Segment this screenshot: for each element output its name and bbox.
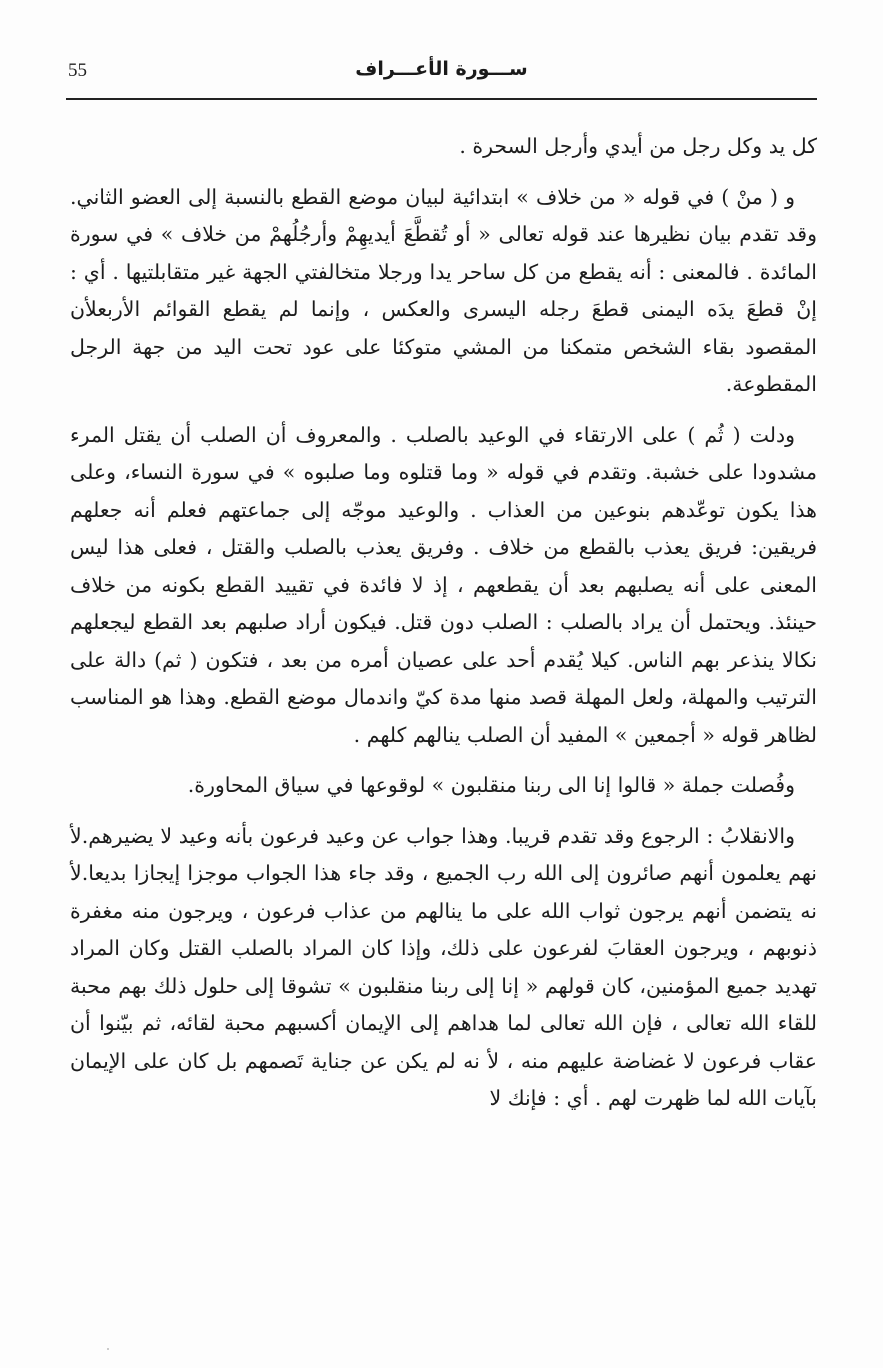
- paragraph-1: كل يد وكل رجل من أيدي وأرجل السحرة .: [459, 134, 817, 158]
- scan-speck: [107, 1348, 109, 1350]
- paragraph-3: ودلت ( ثُم ) على الارتقاء في الوعيد بالصلب . والمعروف أن الصلب أن يقتل المرء مشدودا على خشبة. وتقدم في قوله « وما قتلوه وما صلبوه » في سورة النساء، وعلى هذا يكون توعّدهم بنوعين من العذاب . والوعيد موجّه إلى جماعتهم فعلم أنه جعلهم فريقين: فريق يعذب بالقطع من خلاف . وفريق يعذب بالصلب والقتل ، فعلى هذا ليس المعنى على أنه يصلبهم بعد أن يقطعهم ، إذ لا فائدة في تقييد القطع بكونه من خلاف حينئذ. ويحتمل أن يراد بالصلب : الصلب دون قتل. فيكون أراد صلبهم بعد القطع ليجعلهم نكالا ينذعر بهم الناس. كيلا يُقدم أحد على عصيان أمره من بعد ، فتكون ( ثم) دالة على الترتيب والمهلة، ولعل المهلة قصد منها مدة كيّ واندمال موضع القطع. وهذا هو المناسب لظاهر قوله « أجمعين » المفيد أن الصلب ينالهم كلهم .: [70, 422, 817, 747]
- page-number: 55: [68, 60, 87, 81]
- paragraph-5: والانقلابُ : الرجوع وقد تقدم قريبا. وهذا جواب عن وعيد فرعون بأنه وعيد لا يضيرهم.لأ نهم يعلمون أنهم صائرون إلى الله رب الجميع ، وقد جاء هذا الجواب موجزا إيجازا بديعا.لأ نه يتضمن أنهم يرجون ثواب الله على ما ينالهم من عذاب فرعون ، ويرجون منه مغفرة ذنوبهم ، ويرجون العقابَ لفرعون على ذلك، وإذا كان المراد بالصلب القتل وكان المراد تهديد جميع المؤمنين، كان قولهم « إنا إلى ربنا منقلبون » تشوقا إلى حلول ذلك بهم محبة للقاء الله تعالى ، فإن الله تعالى لما هداهم إلى الإيمان أكسبهم محبة لقائه، ثم بيّنوا أن عقاب فرعون لا غضاضة عليهم منه ، لأ نه لم يكن عن جناية تَصمهم بل كان على الإيمان بآيات الله لما ظهرت لهم . أي : فإنك لا: [70, 823, 817, 1110]
- running-title: ســـورة الأعـــراف: [355, 58, 528, 80]
- page-header: [68, 58, 815, 94]
- paragraph-4: وفُصلت جملة « قالوا إنا الى ربنا منقلبون » لوقوعها في سياق المحاورة.: [187, 773, 795, 797]
- header-divider: [66, 98, 817, 100]
- paragraph-2: و ( منْ ) في قوله « من خلاف » ابتدائية لبيان موضع القطع بالنسبة إلى العضو الثاني. وقد تقدم بيان نظيرها عند قوله تعالى « أو تُقطَّعَ أيديهِمْ وأرجُلُهمْ من خلاف » في سورة المائدة . فالمعنى : أنه يقطع من كل ساحر يدا ورجلا متخالفتي الجهة غير متقابلتيها . أي : إنْ قطعَ يدَه اليمنى قطعَ رجله اليسرى والعكس ، وإنما لم يقطع القوائم الأربعلأن المقصود بقاء الشخص متمكنا من المشي متوكئا على عود تحت اليد من جهة الرجل المقطوعة.: [70, 184, 817, 396]
- page-body: [70, 128, 817, 1118]
